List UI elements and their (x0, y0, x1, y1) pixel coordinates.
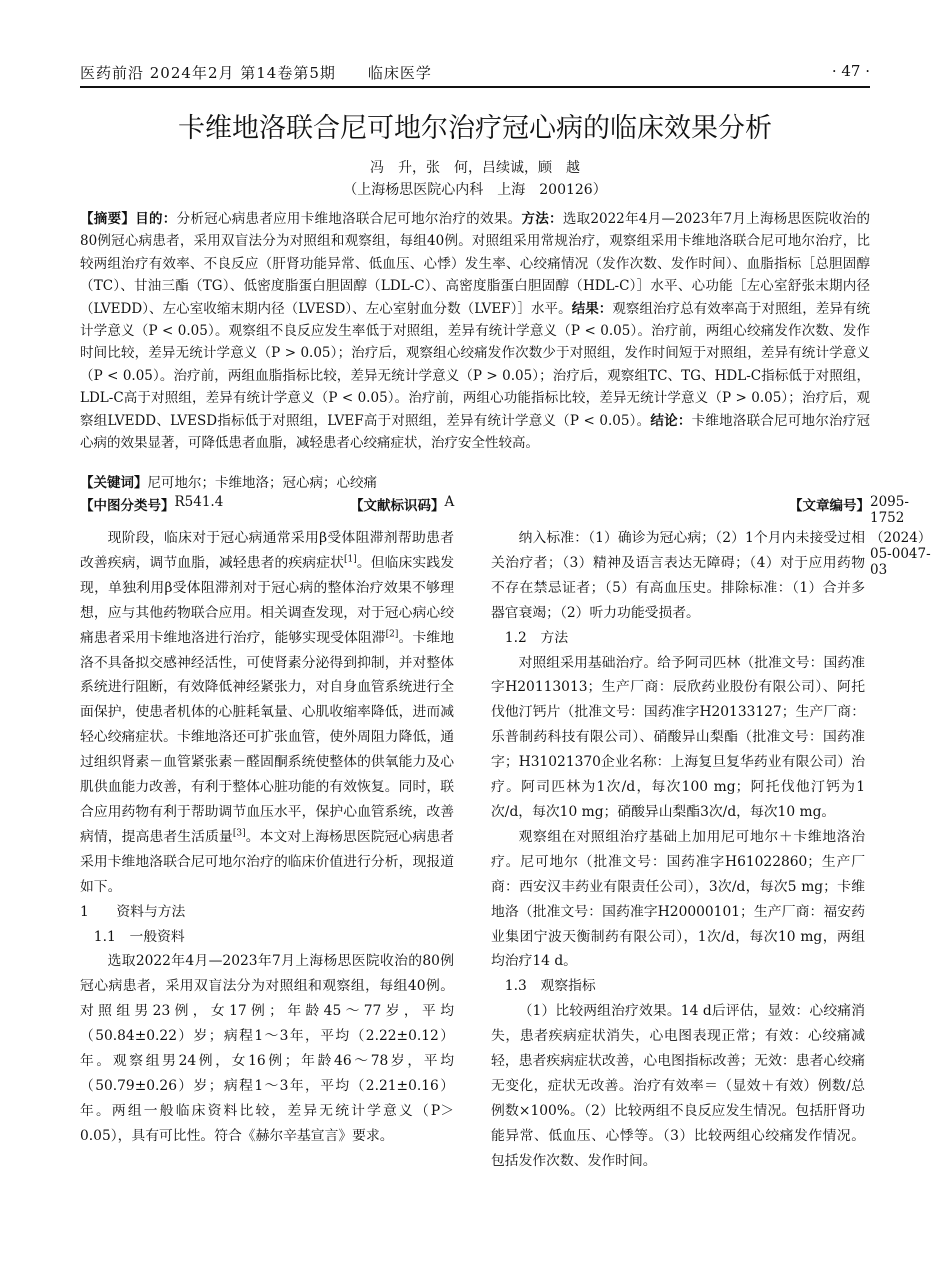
header-rule (80, 86, 870, 88)
control-group-paragraph: 对照组采用基础治疗。给予阿司匹林（批准文号：国药准字H20113013；生产厂商：辰欣药业股份有限公司）、阿托伐他汀钙片（批准文号：国药准字H20133127；生产厂商：乐普制药科技有限公司）、硝酸异山梨酯（批准文号：国药准字；H31021370企业名称：上海复旦复华药业有限公司）治疗。阿司匹林为1次/d，每次100 mg；阿托伐他汀钙为1次/d，每次10 mg；硝酸异山梨酯3次/d，每次10 mg。 (491, 654, 865, 820)
article-id: 【文章编号】 2095-1752（2024）05-0047-03 (789, 494, 932, 578)
article-title: 卡维地洛联合尼可地尔治疗冠心病的临床效果分析 (178, 113, 772, 144)
authors: 冯 升，张 何，吕续诚，顾 越 (370, 160, 580, 176)
affiliation: （上海杨思医院心内科 上海 200126） (343, 182, 607, 198)
section-heading-1-2: 1.2 方法 (504, 629, 569, 646)
section-heading-1: 1 资料与方法 (80, 903, 186, 920)
indicators-paragraph: （1）比较两组治疗效果。14 d后评估，显效：心绞痛消失，患者疾病症状消失，心电图表现正常；有效：心绞痛减轻，患者疾病症状改善，心电图指标改善；无效：患者心绞痛无变化，症状无改善。治疗有效率＝（显效＋有效）例数/总例数×100%。（2）比较两组不良反应发生情况。包括肝肾功能异常、低血压、心悸等。（3）比较两组心绞痛发作情况。包括发作次数、发作时间。 (491, 1003, 865, 1169)
clc-number: 【中图分类号】 R541.4 (80, 494, 224, 514)
intro-paragraph: 现阶段，临床对于冠心病通常采用β受体阻滞剂帮助患者改善疾病，调节血脂，减轻患者的疾病症状[1]。但临床实践发现，单独利用β受体阻滞剂对于冠心病的整体治疗效果不够理想，应与其他药物联合应用。相关调查发现，对于冠心病心绞痛患者采用卡维地洛进行治疗，能够实现受体阻滞[2]。卡维地洛不具备拟交感神经活性，可使肾素分泌得到抑制，并对整体系统进行阻断，有效降低神经紧张力，对自身血管系统进行全面保护，使患者机体的心脏耗氧量、心肌收缩率降低，进而减轻心绞痛症状。卡维地洛还可扩张血管，使外周阻力降低，通过组织肾素－血管紧张素－醛固酮系统使整体的供氧能力及心肌供血能力改善，有利于整体心脏功能的有效恢复。同时，联合应用药物有利于帮助调节血压水平，保护心血管系统，改善病情，提高患者生活质量[3]。本文对上海杨思医院冠心病患者采用卡维地洛联合尼可地尔治疗的临床价值进行分析，现报道如下。 (80, 530, 455, 895)
section-heading-1-1: 1.1 一般资料 (93, 928, 185, 945)
journal-issue: 医药前沿 2024年2月 第14卷第5期 临床医学 (80, 64, 432, 82)
document-code: 【文献标识码】 A (350, 494, 455, 514)
right-column (491, 526, 865, 1174)
section-heading-1-3: 1.3 观察指标 (504, 978, 596, 995)
left-column (80, 526, 454, 1149)
observation-group-paragraph: 观察组在对照组治疗基础上加用尼可地尔＋卡维地洛治疗。尼可地尔（批准文号：国药准字H61022860；生产厂商：西安汉丰药业有限责任公司），3次/d，每次5 mg；卡维地洛（批准文号：国药准字H20000101；生产厂商：福安药业集团宁波天衡制药有限公司），1次/d，每次10 mg，两组均治疗14 d。 (491, 828, 865, 970)
inclusion-paragraph: 纳入标准：（1）确诊为冠心病；（2）1个月内未接受过相关治疗者；（3）精神及语言表达无障碍；（4）对于应用药物不存在禁忌证者；（5）有高血压史。排除标准：（1）合并多器官衰竭；（2）听力功能受损者。 (491, 530, 865, 621)
abstract: 【摘要】目的：分析冠心病患者应用卡维地洛联合尼可地尔治疗的效果。方法：选取2022年4月—2023年7月上海杨思医院收治的80例冠心病患者，采用双盲法分为对照组和观察组，每组40例。对照组采用常规治疗，观察组采用卡维地洛联合尼可地尔治疗，比较两组治疗有效率、不良反应（肝肾功能异常、低血压、心悸）发生率、心绞痛情况（发作次数、发作时间）、血脂指标［总胆固醇（TC）、甘油三酯（TG）、低密度脂蛋白胆固醇（LDL-C）、高密度脂蛋白胆固醇（HDL-C）］水平、心功能［左心室舒张末期内径（LVEDD）、左心室收缩末期内径（LVESD）、左心室射血分数（LVEF）］水平。结果：观察组治疗总有效率高于对照组，差异有统计学意义（P < 0.05）。观察组不良反应发生率低于对照组，差异有统计学意义（P < 0.05）。治疗前，两组心绞痛发作次数、发作时间比较，差异无统计学意义（P > 0.05）；治疗后，观察组心绞痛发作次数少于对照组，发作时间短于对照组，差异有统计学意义（P < 0.05）。治疗前，两组血脂指标比较，差异无统计学意义（P > 0.05）；治疗后，观察组TC、TG、HDL-C指标低于对照组，LDL-C高于对照组，差异有统计学意义（P < 0.05）。治疗前，两组心功能指标比较，差异无统计学意义（P > 0.05）；治疗后，观察组LVEDD、LVESD指标低于对照组，LVEF高于对照组，差异有统计学意义（P < 0.05）。结论：卡维地洛联合尼可地尔治疗冠心病的效果显著，可降低患者血脂，减轻患者心绞痛症状，治疗安全性较高。 (80, 211, 871, 452)
keywords: 【关键词】尼可地尔；卡维地洛；冠心病；心绞痛 (80, 475, 377, 491)
general-info-paragraph: 选取2022年4月—2023年7月上海杨思医院收治的80例冠心病患者，采用双盲法分为对照组和观察组，每组40例。对照组男23例，女17例；年龄45～77岁，平均（50.84±0.22）岁；病程1～3年，平均（2.22±0.12）年。观察组男24例，女16例；年龄46～78岁，平均（50.79±0.26）岁；病程1～3年，平均（2.21±0.16）年。两组一般临床资料比较，差异无统计学意义（P＞0.05），具有可比性。符合《赫尔辛基宣言》要求。 (80, 953, 454, 1144)
running-header (80, 62, 870, 82)
page-number: · 47 · (831, 62, 870, 80)
